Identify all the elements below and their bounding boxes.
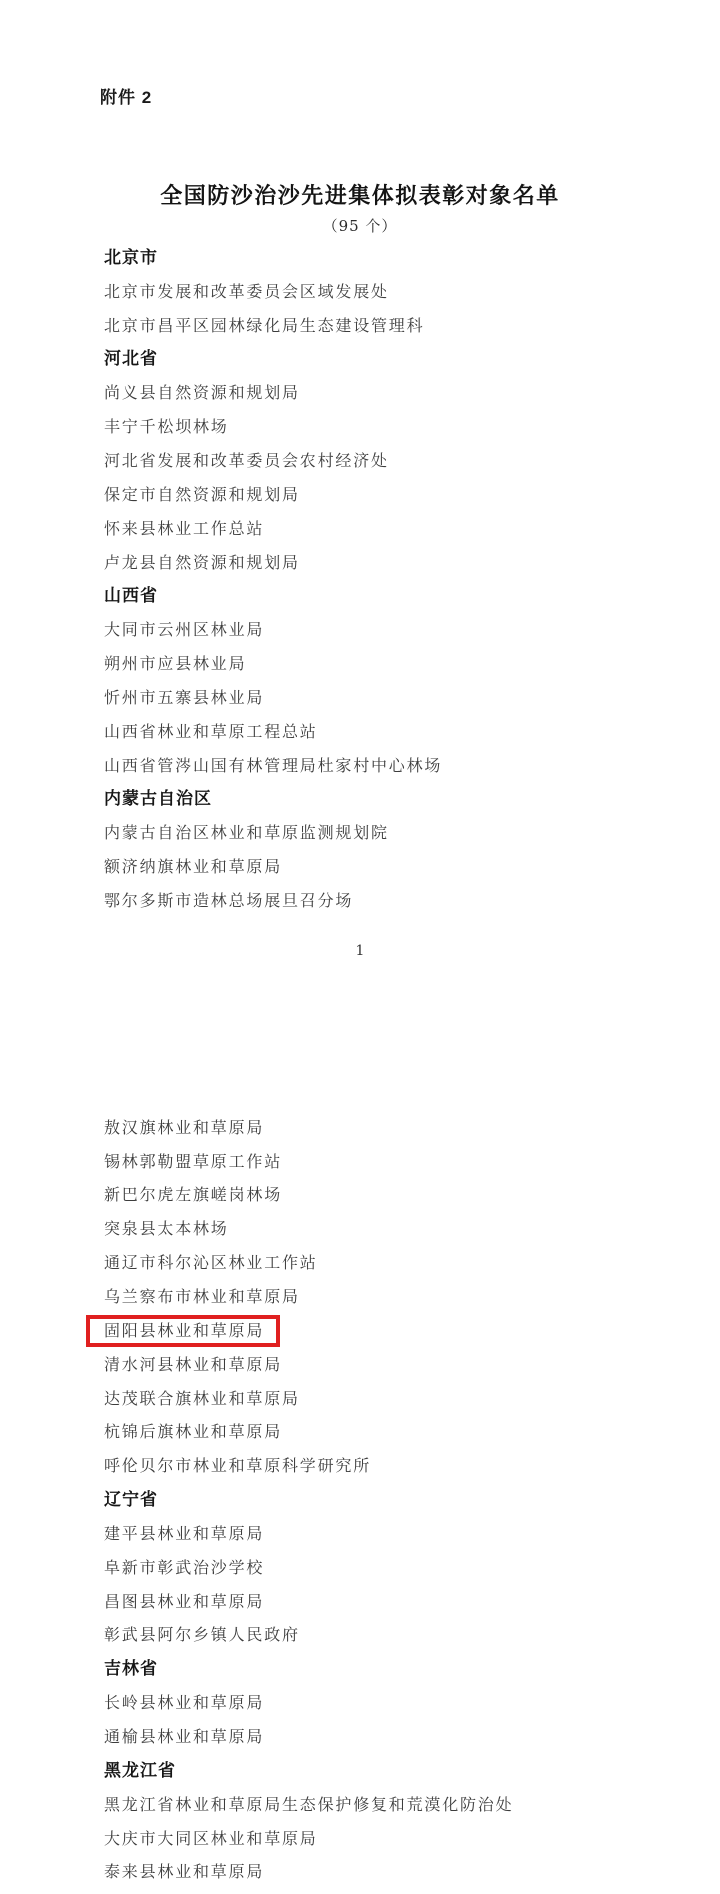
org-name: 卢龙县自然资源和规划局 bbox=[104, 552, 300, 572]
org-item bbox=[0, 275, 720, 309]
org-name: 泰来县林业和草原局 bbox=[104, 1862, 265, 1882]
org-name: 河北省发展和改革委员会农村经济处 bbox=[104, 450, 389, 470]
org-item bbox=[0, 816, 720, 850]
org-name: 突泉县太本林场 bbox=[104, 1219, 229, 1239]
page-number: 1 bbox=[355, 942, 365, 959]
org-name: 北京市发展和改革委员会区域发展处 bbox=[104, 281, 389, 301]
org-item bbox=[0, 884, 720, 918]
org-item bbox=[0, 1111, 720, 1145]
org-item bbox=[0, 1280, 720, 1314]
org-item bbox=[0, 1551, 720, 1585]
org-name: 北京市 bbox=[104, 247, 158, 267]
org-name: 彰武县阿尔乡镇人民政府 bbox=[104, 1625, 300, 1645]
org-name: 昌图县林业和草原局 bbox=[104, 1591, 265, 1611]
org-item bbox=[0, 1246, 720, 1280]
org-name: 黑龙江省 bbox=[104, 1760, 176, 1780]
org-name: 通辽市科尔沁区林业工作站 bbox=[104, 1253, 318, 1273]
org-name: 北京市昌平区园林绿化局生态建设管理科 bbox=[104, 315, 425, 335]
org-item bbox=[0, 1855, 720, 1889]
org-name: 内蒙古自治区 bbox=[104, 789, 212, 809]
org-item bbox=[0, 749, 720, 783]
org-item bbox=[0, 1382, 720, 1416]
org-name: 河北省 bbox=[104, 349, 158, 369]
org-item bbox=[0, 478, 720, 512]
org-name: 黑龙江省林业和草原局生态保护修复和荒漠化防治处 bbox=[104, 1794, 514, 1814]
section-header bbox=[0, 343, 720, 377]
org-item bbox=[0, 681, 720, 715]
org-item bbox=[0, 1145, 720, 1179]
page-2-list bbox=[0, 1111, 720, 1889]
org-item bbox=[0, 613, 720, 647]
org-name: 敖汉旗林业和草原局 bbox=[104, 1117, 265, 1137]
org-name: 建平县林业和草原局 bbox=[104, 1523, 265, 1543]
org-name: 忻州市五寨县林业局 bbox=[104, 687, 265, 707]
org-name: 山西省 bbox=[104, 586, 158, 606]
section-header bbox=[0, 241, 720, 275]
org-name: 清水河县林业和草原局 bbox=[104, 1354, 283, 1374]
org-item bbox=[0, 1212, 720, 1246]
org-item bbox=[0, 1517, 720, 1551]
org-name: 朔州市应县林业局 bbox=[104, 654, 247, 674]
org-name: 锡林郭勒盟草原工作站 bbox=[104, 1151, 283, 1171]
org-name: 怀来县林业工作总站 bbox=[104, 518, 265, 538]
org-name: 长岭县林业和草原局 bbox=[104, 1693, 265, 1713]
page-1-list bbox=[0, 241, 720, 918]
highlight-box: 固阳县林业和草原局 bbox=[86, 1315, 280, 1347]
org-name: 山西省管涔山国有林管理局杜家村中心林场 bbox=[104, 755, 443, 775]
org-name: 山西省林业和草原工程总站 bbox=[104, 721, 318, 741]
section-header bbox=[0, 579, 720, 613]
section-header bbox=[0, 783, 720, 817]
org-name: 内蒙古自治区林业和草原监测规划院 bbox=[104, 823, 389, 843]
org-name: 大庆市大同区林业和草原局 bbox=[104, 1828, 318, 1848]
org-item bbox=[0, 850, 720, 884]
section-header bbox=[0, 1483, 720, 1517]
org-item bbox=[0, 1720, 720, 1754]
attachment-label: 附件 2 bbox=[100, 88, 153, 107]
org-item bbox=[0, 309, 720, 343]
org-name: 呼伦贝尔市林业和草原科学研究所 bbox=[104, 1456, 372, 1476]
org-item bbox=[0, 376, 720, 410]
section-header bbox=[0, 1754, 720, 1788]
org-item bbox=[0, 1686, 720, 1720]
org-item bbox=[0, 444, 720, 478]
org-item bbox=[0, 1585, 720, 1619]
org-item bbox=[0, 1822, 720, 1856]
org-item bbox=[0, 1348, 720, 1382]
org-name: 吉林省 bbox=[104, 1659, 158, 1679]
org-item bbox=[0, 1179, 720, 1213]
org-item bbox=[0, 1415, 720, 1449]
section-header bbox=[0, 1652, 720, 1686]
org-item bbox=[0, 1449, 720, 1483]
org-item bbox=[0, 546, 720, 580]
org-name: 丰宁千松坝林场 bbox=[104, 417, 229, 437]
org-name: 通榆县林业和草原局 bbox=[104, 1726, 265, 1746]
org-item bbox=[0, 1619, 720, 1653]
org-name: 辽宁省 bbox=[104, 1490, 158, 1510]
org-name: 乌兰察布市林业和草原局 bbox=[104, 1287, 300, 1307]
document-title: 全国防沙治沙先进集体拟表彰对象名单 bbox=[160, 183, 560, 209]
org-item bbox=[0, 715, 720, 749]
org-name: 达茂联合旗林业和草原局 bbox=[104, 1388, 300, 1408]
org-item bbox=[0, 647, 720, 681]
org-item bbox=[0, 1788, 720, 1822]
org-name: 鄂尔多斯市造林总场展旦召分场 bbox=[104, 890, 354, 910]
org-name: 尚义县自然资源和规划局 bbox=[104, 383, 300, 403]
org-item bbox=[0, 1314, 720, 1348]
org-item bbox=[0, 512, 720, 546]
org-name: 额济纳旗林业和草原局 bbox=[104, 857, 283, 877]
org-name: 保定市自然资源和规划局 bbox=[104, 484, 300, 504]
org-item bbox=[0, 410, 720, 444]
org-name: 新巴尔虎左旗嵯岗林场 bbox=[104, 1185, 283, 1205]
org-name: 杭锦后旗林业和草原局 bbox=[104, 1422, 283, 1442]
org-name: 阜新市彰武治沙学校 bbox=[104, 1557, 265, 1577]
document-subtitle: （95 个） bbox=[322, 217, 398, 235]
org-name: 大同市云州区林业局 bbox=[104, 620, 265, 640]
